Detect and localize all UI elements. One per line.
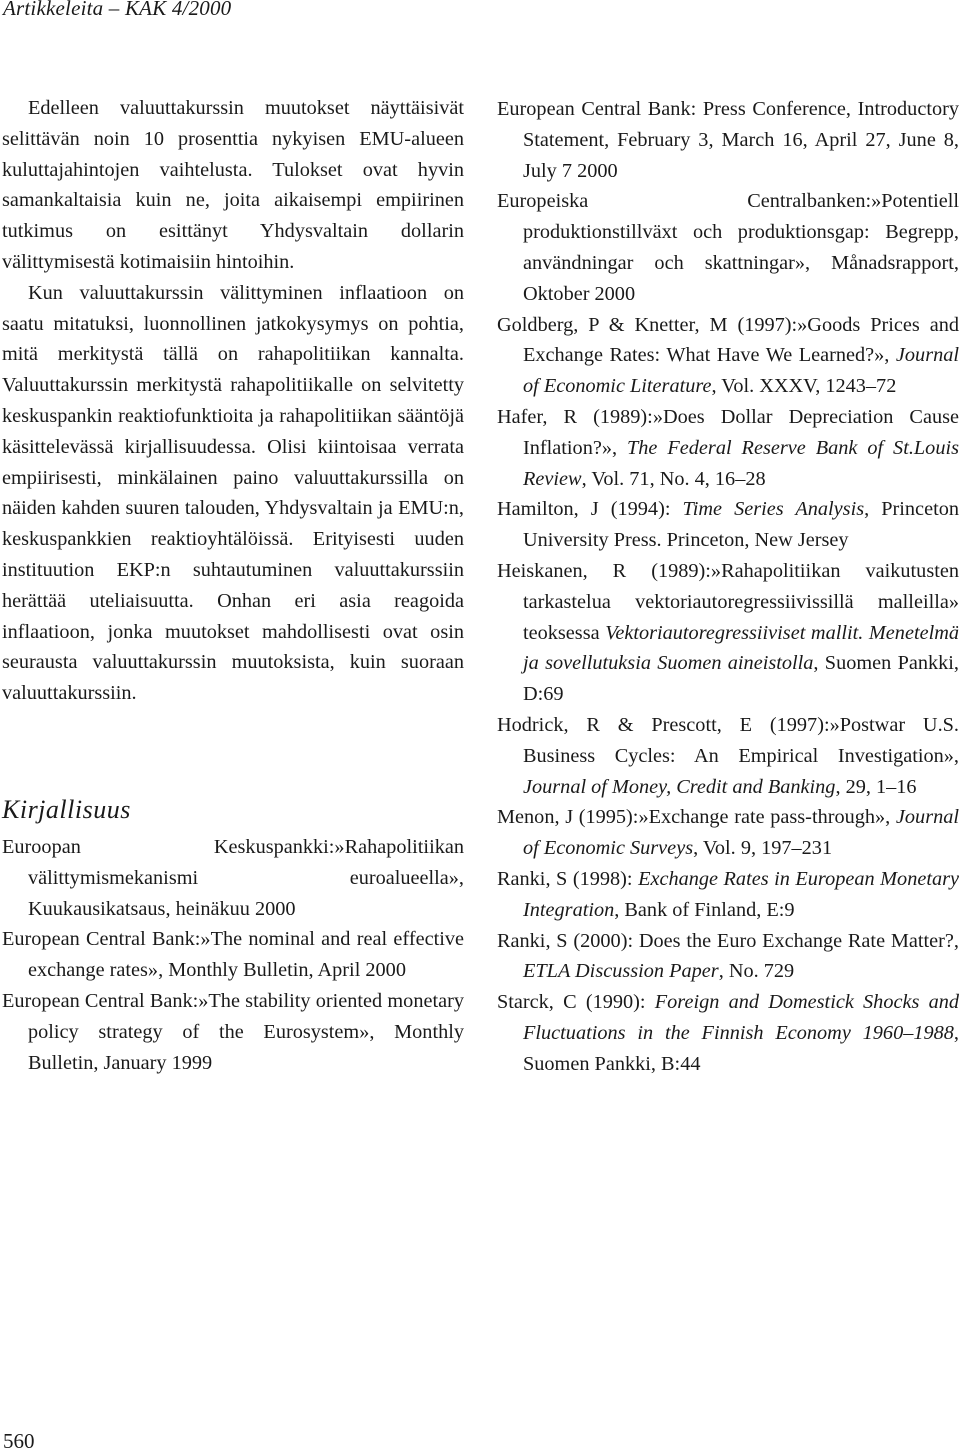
reference-text: , Suomen Pankki, D:69	[523, 652, 959, 706]
reference-text: , Suomen Pankki, B:44	[523, 1021, 959, 1075]
reference-text: Hodrick, R & Prescott, E (1997):»Postwar U.S. Business Cycles: An Empirical Investigation»,	[497, 713, 959, 767]
reference-entry	[497, 402, 959, 494]
reference-text: , Vol. XXXV, 1243–72	[711, 375, 897, 398]
reference-text: Menon, J (1995):»Exchange rate pass-through»,	[497, 806, 896, 829]
reference-text: Ranki, S (1998):	[497, 867, 639, 890]
reference-title-italic: ETLA Discussion Paper	[523, 960, 719, 983]
reference-entry	[2, 924, 464, 986]
reference-title-italic: Foreign and Domestick Shocks and Fluctuations in the Finnish Economy 1960–1988	[523, 991, 960, 1044]
reference-text: European Central Bank: Press Conference, Introductory Statement, February 3, March 16, April 27, June 8, July 7 2000	[497, 98, 959, 182]
reference-text: Goldberg, P & Knetter, M (1997):»Goods Prices and Exchange Rates: What Have We Learned?»,	[497, 313, 959, 367]
reference-title-italic: Time Series Analysis	[682, 498, 865, 521]
reference-entry	[497, 926, 959, 988]
reference-text: Ranki, S (2000): Does the Euro Exchange Rate Matter?,	[497, 929, 959, 952]
reference-text: European Central Bank:»The nominal and real effective exchange rates», Monthly Bulletin, April 2000	[2, 928, 464, 982]
reference-entry	[497, 987, 959, 1079]
page-number: 560	[3, 1429, 35, 1453]
reference-text: Starck, C (1990):	[497, 991, 655, 1014]
reference-entry	[2, 832, 464, 924]
reference-text: , Bank of Finland, E:9	[614, 898, 795, 921]
reference-entry	[497, 710, 959, 802]
reference-title-italic: Vektoriautoregressiiviset mallit. Menetelmä ja sovellutuksia Suomen aineistolla	[523, 621, 959, 675]
reference-list-left	[2, 832, 464, 1078]
reference-text: , Vol. 71, No. 4, 16–28	[581, 467, 766, 490]
reference-title-italic: The Federal Reserve Bank of St.Louis Review	[523, 436, 959, 490]
reference-entry	[497, 494, 959, 556]
body-paragraph: Kun valuuttakurssin välittyminen inflaatioon on saatu mitatuksi, luonnollinen jatkokysymys on pohtia, mitä merkitystä tällä on rahapolitiikan kannalta. Valuuttakurssin merkitystä rahapolitiikalle on selvitetty keskuspankin reaktiofunktioita ja rahapolitiikan sääntöjä käsittelevässä kirjallisuudessa. Olisi kiintoisaa verrata empiirisesti, minkälainen paino valuuttakurssilla on näiden kahden suuren talouden, Yhdysvaltain ja EMU:n, keskuspankkien reaktioyhtälöissä. Erityisesti uuden instituution EKP:n suhtautuminen valuuttakurssiin herättää uteliaisuutta. Onhan eri asia reagoida inflaatioon, jonka muutokset mahdollisesti ovat osin seurausta valuuttakurssin muutoksista, kuin suoraan valuuttakurssiin.	[2, 281, 464, 705]
reference-text: Heiskanen, R (1989):»Rahapolitiikan vaikutusten tarkastelua vektoriautoregressiivissillä malleilla» teoksessa	[497, 559, 959, 644]
reference-entry	[497, 186, 959, 309]
reference-text: Hafer, R (1989):»Does Dollar Depreciation Cause Inflation?»,	[497, 405, 959, 459]
reference-text: European Central Bank:»The stability oriented monetary policy strategy of the Eurosystem», Monthly Bulletin, January 1999	[2, 989, 464, 1074]
reference-text: Europeiska Centralbanken:»Potentiell produktionstillväxt och produktionsgap: Begrepp, användningar och skattningar», Månadsrapport, Oktober 2000	[497, 190, 959, 305]
reference-text: , No. 729	[718, 960, 795, 983]
reference-list-right	[497, 94, 959, 1080]
reference-text: , Vol. 9, 197–231	[693, 837, 833, 860]
right-column	[497, 94, 959, 1080]
reference-entry	[497, 310, 959, 402]
reference-text: Hamilton, J (1994):	[497, 498, 683, 521]
body-paragraph: Edelleen valuuttakurssin muutokset näyttäisivät selittävän noin 10 prosenttia nykyisen EMU-alueen kuluttajahintojen vaihtelusta. Tulokset ovat hyvin samankaltaisia kuin ne, joita aikaisempi empiirinen tutkimus on esittänyt Yhdysvaltain dollarin välittymisestä kotimaisiin hintoihin.	[2, 97, 464, 273]
left-column	[2, 93, 464, 1078]
reference-entry	[497, 802, 959, 864]
reference-title-italic: Journal of Economic Surveys	[523, 806, 959, 860]
reference-entry	[497, 556, 959, 710]
reference-entry	[497, 864, 959, 926]
reference-title-italic: Exchange Rates in European Monetary Integration	[523, 867, 960, 921]
running-head: Artikkeleita – KAK 4/2000	[3, 0, 232, 20]
reference-title-italic: Journal of Economic Literature	[523, 344, 959, 398]
reference-entry	[2, 986, 464, 1078]
reference-text: , Princeton University Press. Princeton, New Jersey	[523, 498, 959, 552]
reference-entry	[497, 94, 959, 186]
reference-text: , 29, 1–16	[835, 775, 917, 798]
reference-text: Euroopan Keskuspankki:»Rahapolitiikan välittymismekanismi euroalueella», Kuukausikatsaus, heinäkuu 2000	[2, 835, 464, 920]
reference-title-italic: Journal of Money, Credit and Banking	[523, 775, 836, 798]
references-heading: Kirjallisuus	[2, 794, 131, 824]
